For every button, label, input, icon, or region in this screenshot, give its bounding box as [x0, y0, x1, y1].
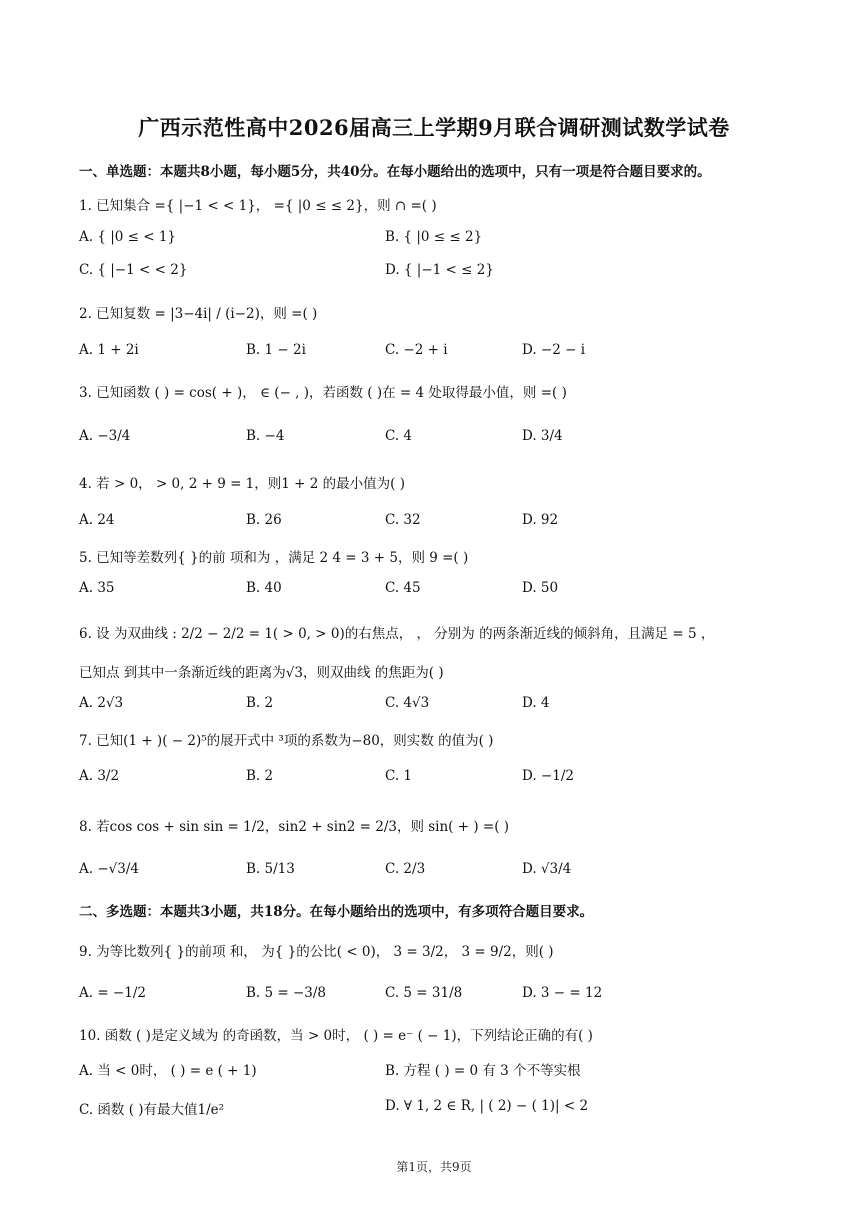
question-7-option-b: B. 2: [246, 768, 274, 784]
question-6-stem-continued: 已知点 到其中一条渐近线的距离为√3，则双曲线 的焦距为( ): [79, 665, 444, 681]
question-5-option-a: A. 35: [79, 580, 115, 596]
question-2-option-c: C. −2 + i: [385, 342, 448, 358]
page-number-footer: 第1页，共9页: [396, 1160, 472, 1174]
question-5-option-b: B. 40: [246, 580, 282, 596]
question-3-option-d: D. 3/4: [522, 428, 563, 444]
question-1-stem: 1. 已知集合 ={ |−1 < < 1}， ={ |0 ≤ ≤ 2}，则 ∩ =( ): [79, 198, 437, 214]
question-7-stem: 7. 已知(1 + )( − 2)⁵的展开式中 ³项的系数为−80，则实数 的值为( ): [79, 733, 494, 749]
question-8-option-a: A. −√3/4: [79, 861, 139, 877]
question-1-option-d: D. { |−1 < ≤ 2}: [385, 262, 494, 278]
question-10-option-d: D. ∀ 1, 2 ∈ R, | ( 2) − ( 1)| < 2: [385, 1098, 589, 1114]
question-4-option-d: D. 92: [522, 512, 559, 528]
question-1-option-c: C. { |−1 < < 2}: [79, 262, 188, 278]
question-7-option-a: A. 3/2: [79, 768, 120, 784]
question-10-option-c: C. 函数 ( )有最大值1/e²: [79, 1102, 225, 1118]
question-4-option-a: A. 24: [79, 512, 115, 528]
question-9-option-a: A. = −1/2: [79, 985, 146, 1001]
question-5-option-d: D. 50: [522, 580, 559, 596]
question-4-stem: 4. 若 > 0， > 0, 2 + 9 = 1，则1 + 2 的最小值为( ): [79, 476, 405, 492]
question-9-stem: 9. 为等比数列{ }的前项 和， 为{ }的公比( < 0)， 3 = 3/2， 3 = 9/2，则( ): [79, 944, 554, 960]
page-title: 广西示范性高中2026届高三上学期9月联合调研测试数学试卷: [138, 115, 730, 140]
question-2-stem: 2. 已知复数 = |3−4i| / (i−2)，则 =( ): [79, 306, 318, 322]
question-10-stem: 10. 函数 ( )是定义域为 的奇函数，当 > 0时， ( ) = e⁻ ( − 1)，下列结论正确的有( ): [79, 1028, 593, 1044]
question-6-option-b: B. 2: [246, 695, 274, 711]
question-1-option-b: B. { |0 ≤ ≤ 2}: [385, 229, 483, 245]
question-8-option-b: B. 5/13: [246, 861, 295, 877]
question-2-option-b: B. 1 − 2i: [246, 342, 306, 358]
question-4-option-c: C. 32: [385, 512, 421, 528]
question-8-stem: 8. 若cos cos + sin sin = 1/2，sin2 + sin2 = 2/3，则 sin( + ) =( ): [79, 819, 510, 835]
question-6-option-c: C. 4√3: [385, 695, 430, 711]
question-6-stem: 6. 设 为双曲线 : 2/2 − 2/2 = 1( > 0, > 0)的右焦点， ， 分别为 的两条渐近线的倾斜角，且满足 = 5 ，: [79, 626, 715, 642]
question-8-option-d: D. √3/4: [522, 861, 572, 877]
question-1-option-a: A. { |0 ≤ < 1}: [79, 229, 177, 245]
question-7-option-d: D. −1/2: [522, 768, 574, 784]
question-9-option-b: B. 5 = −3/8: [246, 985, 327, 1001]
question-8-option-c: C. 2/3: [385, 861, 426, 877]
question-3-stem: 3. 已知函数 ( ) = cos( + )， ∈ (− , )，若函数 ( )在 = 4 处取得最小值，则 =( ): [79, 385, 567, 401]
question-7-option-c: C. 1: [385, 768, 413, 784]
question-10-option-b: B. 方程 ( ) = 0 有 3 个不等实根: [385, 1063, 581, 1079]
question-2-option-a: A. 1 + 2i: [79, 342, 139, 358]
question-6-option-a: A. 2√3: [79, 695, 124, 711]
question-2-option-d: D. −2 − i: [522, 342, 586, 358]
question-3-option-a: A. −3/4: [79, 428, 131, 444]
question-10-option-a: A. 当 < 0时， ( ) = e ( + 1): [79, 1063, 257, 1079]
question-9-option-d: D. 3 − = 12: [522, 985, 603, 1001]
question-5-stem: 5. 已知等差数列{ }的前 项和为 ，满足 2 4 = 3 + 5，则 9 =( ): [79, 550, 469, 566]
question-3-option-c: C. 4: [385, 428, 413, 444]
section-heading-single-choice: 一、单选题：本题共8小题，每小题5分，共40分。在每小题给出的选项中，只有一项是符合题目要求的。: [79, 164, 711, 180]
question-5-option-c: C. 45: [385, 580, 421, 596]
question-3-option-b: B. −4: [246, 428, 285, 444]
question-9-option-c: C. 5 = 31/8: [385, 985, 463, 1001]
question-6-option-d: D. 4: [522, 695, 550, 711]
question-4-option-b: B. 26: [246, 512, 282, 528]
section-heading-multiple-choice: 二、多选题：本题共3小题，共18分。在每小题给出的选项中，有多项符合题目要求。: [79, 904, 594, 920]
